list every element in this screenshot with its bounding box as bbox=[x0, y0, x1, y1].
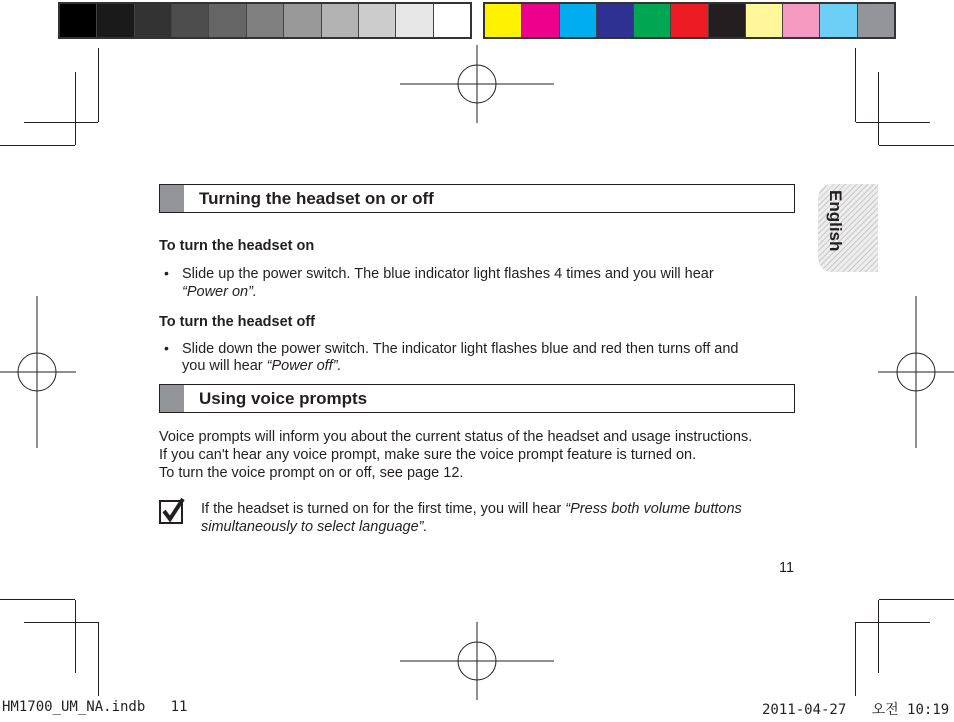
section-header-voice-prompts bbox=[159, 384, 795, 413]
section-header-marker bbox=[160, 185, 184, 212]
bullet-point: • bbox=[164, 340, 169, 356]
crop-mark bbox=[878, 72, 879, 145]
bullet-text: Slide up the power switch. The blue indicator light flashes 4 times and you will hear bbox=[182, 266, 714, 282]
note-quote: “Press both volume buttons bbox=[565, 501, 742, 517]
color-swatch bbox=[247, 4, 284, 37]
process-color-bar bbox=[483, 2, 896, 39]
registration-mark-left bbox=[0, 296, 76, 448]
note-prefix: If the headset is turned on for the first time, you will hear bbox=[201, 501, 566, 517]
subheading-turn-on: To turn the headset on bbox=[159, 238, 315, 254]
crop-mark bbox=[98, 622, 99, 696]
section-header-marker bbox=[160, 385, 184, 412]
color-swatch bbox=[671, 4, 708, 37]
paragraph-line: To turn the voice prompt on or off, see page 12. bbox=[159, 465, 464, 481]
subheading-turn-off: To turn the headset off bbox=[159, 314, 316, 330]
color-swatch bbox=[396, 4, 433, 37]
bullet-text-prefix: you will hear bbox=[182, 358, 267, 374]
crop-mark bbox=[0, 145, 75, 146]
crop-mark bbox=[24, 622, 98, 623]
page-number: 11 bbox=[779, 560, 795, 576]
grayscale-color-bar bbox=[58, 2, 472, 39]
registration-mark-bottom bbox=[400, 622, 554, 700]
language-tab bbox=[818, 184, 878, 272]
note-quote-line2: simultaneously to select language”. bbox=[201, 519, 428, 535]
color-swatch bbox=[209, 4, 246, 37]
crop-mark bbox=[855, 48, 856, 122]
color-swatch bbox=[560, 4, 597, 37]
registration-mark-right bbox=[878, 296, 954, 448]
crop-mark bbox=[24, 122, 98, 123]
color-swatch bbox=[172, 4, 209, 37]
language-tab-label: English bbox=[826, 190, 845, 252]
color-swatch bbox=[858, 4, 894, 37]
color-swatch bbox=[322, 4, 359, 37]
paragraph-line: If you can't hear any voice prompt, make sure the voice prompt feature is turned on. bbox=[159, 447, 697, 463]
color-swatch bbox=[746, 4, 783, 37]
color-swatch bbox=[597, 4, 634, 37]
crop-mark bbox=[0, 599, 75, 600]
bullet-text-line2 bbox=[182, 357, 342, 375]
crop-mark bbox=[75, 600, 76, 673]
color-swatch bbox=[634, 4, 671, 37]
section-title: Turning the headset on or off bbox=[199, 189, 434, 208]
section-title: Using voice prompts bbox=[199, 389, 368, 408]
color-swatch bbox=[60, 4, 97, 37]
footer-filename: HM1700_UM_NA.indb 11 bbox=[2, 699, 188, 715]
section-header-power bbox=[159, 184, 795, 213]
color-swatch bbox=[97, 4, 134, 37]
registration-mark-top bbox=[400, 45, 554, 123]
crop-mark bbox=[855, 622, 856, 696]
color-swatch bbox=[709, 4, 746, 37]
checkbox-check-icon bbox=[159, 497, 185, 525]
bullet-quote: “Power on”. bbox=[182, 284, 257, 300]
footer-timestamp: 2011-04-27 오전 10:19 bbox=[762, 702, 950, 718]
crop-mark bbox=[856, 122, 930, 123]
bullet-text: Slide down the power switch. The indicator light flashes blue and red then turns off and bbox=[182, 341, 739, 357]
color-swatch bbox=[359, 4, 396, 37]
paragraph-line: Voice prompts will inform you about the current status of the headset and usage instructions. bbox=[159, 429, 753, 445]
color-swatch bbox=[820, 4, 857, 37]
note-text bbox=[201, 500, 742, 518]
color-swatch bbox=[135, 4, 172, 37]
crop-mark bbox=[878, 600, 879, 673]
color-swatch bbox=[522, 4, 559, 37]
crop-mark bbox=[856, 622, 930, 623]
color-swatch bbox=[783, 4, 820, 37]
crop-mark bbox=[879, 599, 954, 600]
bullet-point: • bbox=[164, 265, 169, 281]
crop-mark bbox=[98, 48, 99, 122]
color-swatch bbox=[485, 4, 522, 37]
color-swatch bbox=[284, 4, 321, 37]
crop-mark bbox=[75, 72, 76, 145]
color-swatch bbox=[434, 4, 470, 37]
crop-mark bbox=[879, 145, 954, 146]
bullet-quote: “Power off”. bbox=[266, 358, 342, 374]
